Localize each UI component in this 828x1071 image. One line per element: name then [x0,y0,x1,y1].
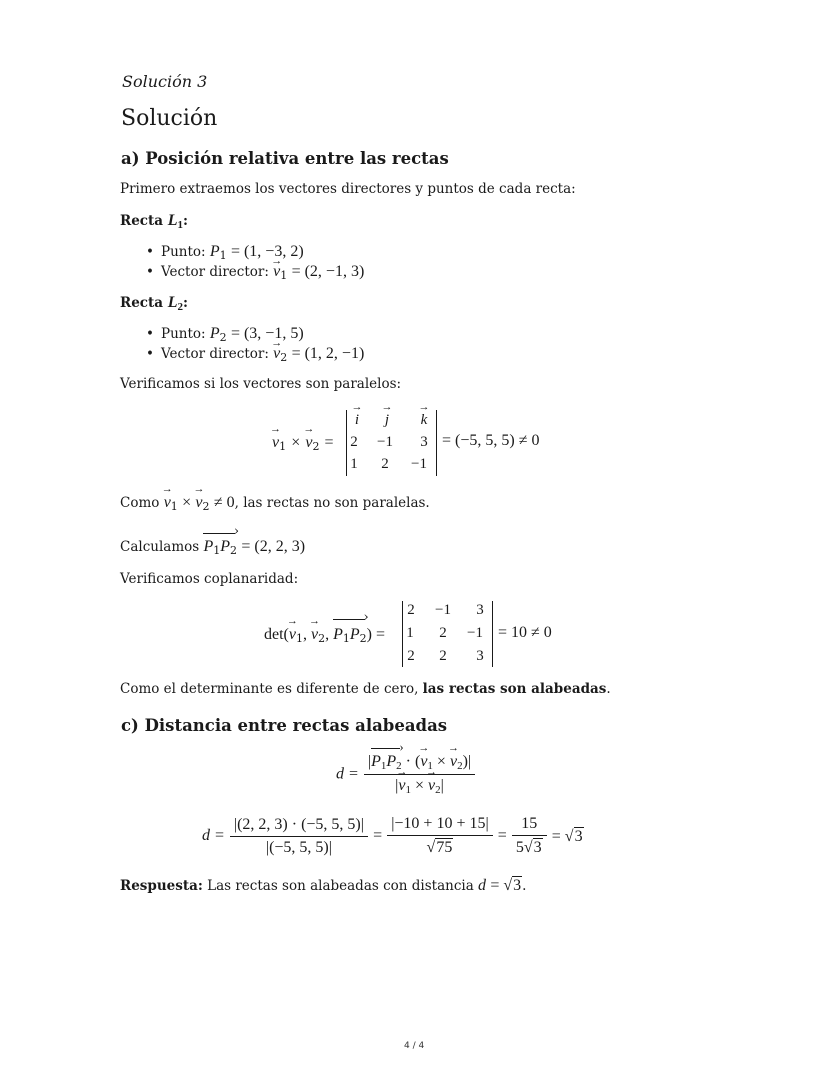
conclusion-text: Como el determinante es diferente de cero, las rectas son alabeadas. [120,681,611,697]
line2-list [146,324,364,364]
distance-result: 3 [574,827,583,845]
answer-label: Respuesta: [120,878,203,894]
list-item: • Vector director: $v \to_2 = (1$, 2, −1) [146,344,364,364]
conclusion-bold: las rectas son alabeadas [422,681,607,697]
p1p2-text: Calculamos $P_1P_2$ › = (2, 2, 3) [120,538,305,557]
answer-value: 3 [513,877,522,894]
p1p2-value: = (2, 2, 3) [241,538,306,555]
intro-text: Primero extraemos los vectores directores y puntos de cada recta: [120,181,576,197]
cross-product-result: = (−5, 5, 5) ≠ 0 [442,432,540,449]
cross-product-matrix: i → j → k → 2 −1 3 1 2 −1 [346,410,437,476]
line1-list [146,242,364,282]
list-item: • Punto: $P_1 = (1$, −3, 2) [146,242,364,262]
distance-formula: d = $\frac{|P_1P_2 › \cdot (v \to_1 \times v \to_2)|}{|v \to_1 \times v \to_2|}$ [336,753,475,796]
coplanar-matrix: 2 −1 3 1 2 −1 2 2 3 [402,601,493,667]
distance-computation: d = $\frac{|(2, 2, 3) \cdot (-5, 5, 5)|}{|(-5, 5, 5)|}$ = $\frac{|-10 + 10 + 15|}{√75}$ = $\frac{15}{5√3}$ = √3 [202,815,583,856]
line2-name: $L_2$ [167,294,183,313]
line1-vector: = (2, −1, 3) [291,263,365,280]
page-number: 4 / 4 [404,1041,425,1051]
determinant-lhs: $\det(v \to_1$, $v \to_2$, $P_1P_2$ ›) = [264,624,385,645]
cross-product-lhs: $v \to_1 \times v \to_2$ = [272,432,334,453]
recta-label: Recta [120,213,164,229]
verify-parallel-text: Verificamos si los vectores son paralelos: [120,376,402,392]
list-item: • Punto: $P_2 = (3$, −1, 5) [146,324,364,344]
section-a-heading: a) Posición relativa entre las rectas [121,149,449,168]
solution-label: Solución 3 [122,72,208,91]
line2-heading: Recta $L_2$: [120,294,188,313]
line2-vector: = (1, 2, −1) [291,345,365,362]
punto-label: Punto: [161,244,206,260]
list-item: • Vector director: $v \to_1 = (2$, −1, 3) [146,262,364,282]
page-title: Solución [121,106,218,131]
vector-label: Vector director: [161,264,269,280]
line2-point: = (3, −1, 5) [230,325,304,342]
determinant-result: = 10 ≠ 0 [498,624,552,641]
verify-coplanar-text: Verificamos coplanaridad: [120,571,299,587]
line1-heading: Recta $L_1$: [120,212,188,231]
not-parallel-text: Como $v \to_1 \times v \to_2 \ne 0$, las rectas no son paralelas. [120,494,430,513]
answer-text: Respuesta: Las rectas son alabeadas con distancia d = √3. [120,877,527,894]
section-c-heading: c) Distancia entre rectas alabeadas [121,716,448,735]
line1-name: $L_1$ [167,212,183,231]
line1-point: = (1, −3, 2) [230,243,304,260]
